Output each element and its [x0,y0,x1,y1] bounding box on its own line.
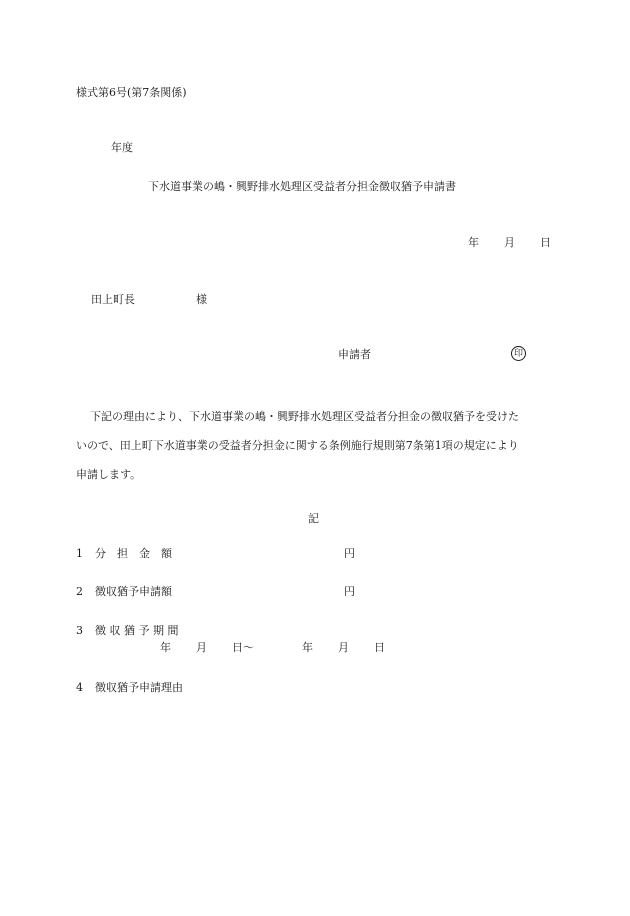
period-end-month: 月 [338,641,349,654]
applicant-label: 申請者 [338,348,371,361]
period-start-month: 月 [196,641,207,654]
item-label: 徴収猶予申請額 [95,585,172,598]
item-label: 徴 収 猶 予 期 間 [95,624,179,637]
item-number: 3 [76,624,83,637]
item-number: 1 [76,547,83,560]
item-unit: 円 [344,585,355,598]
addressee-honorific: 様 [196,293,207,306]
body-line-1: 下記の理由により、下水道事業の嶋・興野排水処理区受益者分担金の徴収猶予を受けた [90,410,519,423]
item-unit: 円 [344,547,355,560]
item-number: 2 [76,585,83,598]
period-end-year: 年 [302,641,313,654]
addressee-name: 田上町長 [91,293,135,306]
body-line-2: いので、田上町下水道事業の受益者分担金に関する条例施行規則第7条第1項の規定により [76,439,519,452]
item-label: 徴収猶予申請理由 [95,681,183,694]
ki-heading: 記 [308,512,319,525]
date-day: 日 [540,236,551,249]
date-year: 年 [468,236,479,249]
item-label: 分 担 金 額 [95,547,172,560]
form-number: 様式第6号(第7条関係) [76,86,187,99]
period-start-year: 年 [160,641,171,654]
body-line-3: 申請します。 [76,468,142,481]
fiscal-year-label: 年度 [111,141,133,154]
seal-mark: 印 [511,346,526,361]
date-month: 月 [504,236,515,249]
period-end-day: 日 [374,641,385,654]
period-start-day: 日〜 [232,641,254,654]
document-title: 下水道事業の嶋・興野排水処理区受益者分担金徴収猶予申請書 [148,180,456,193]
item-number: 4 [76,681,83,694]
